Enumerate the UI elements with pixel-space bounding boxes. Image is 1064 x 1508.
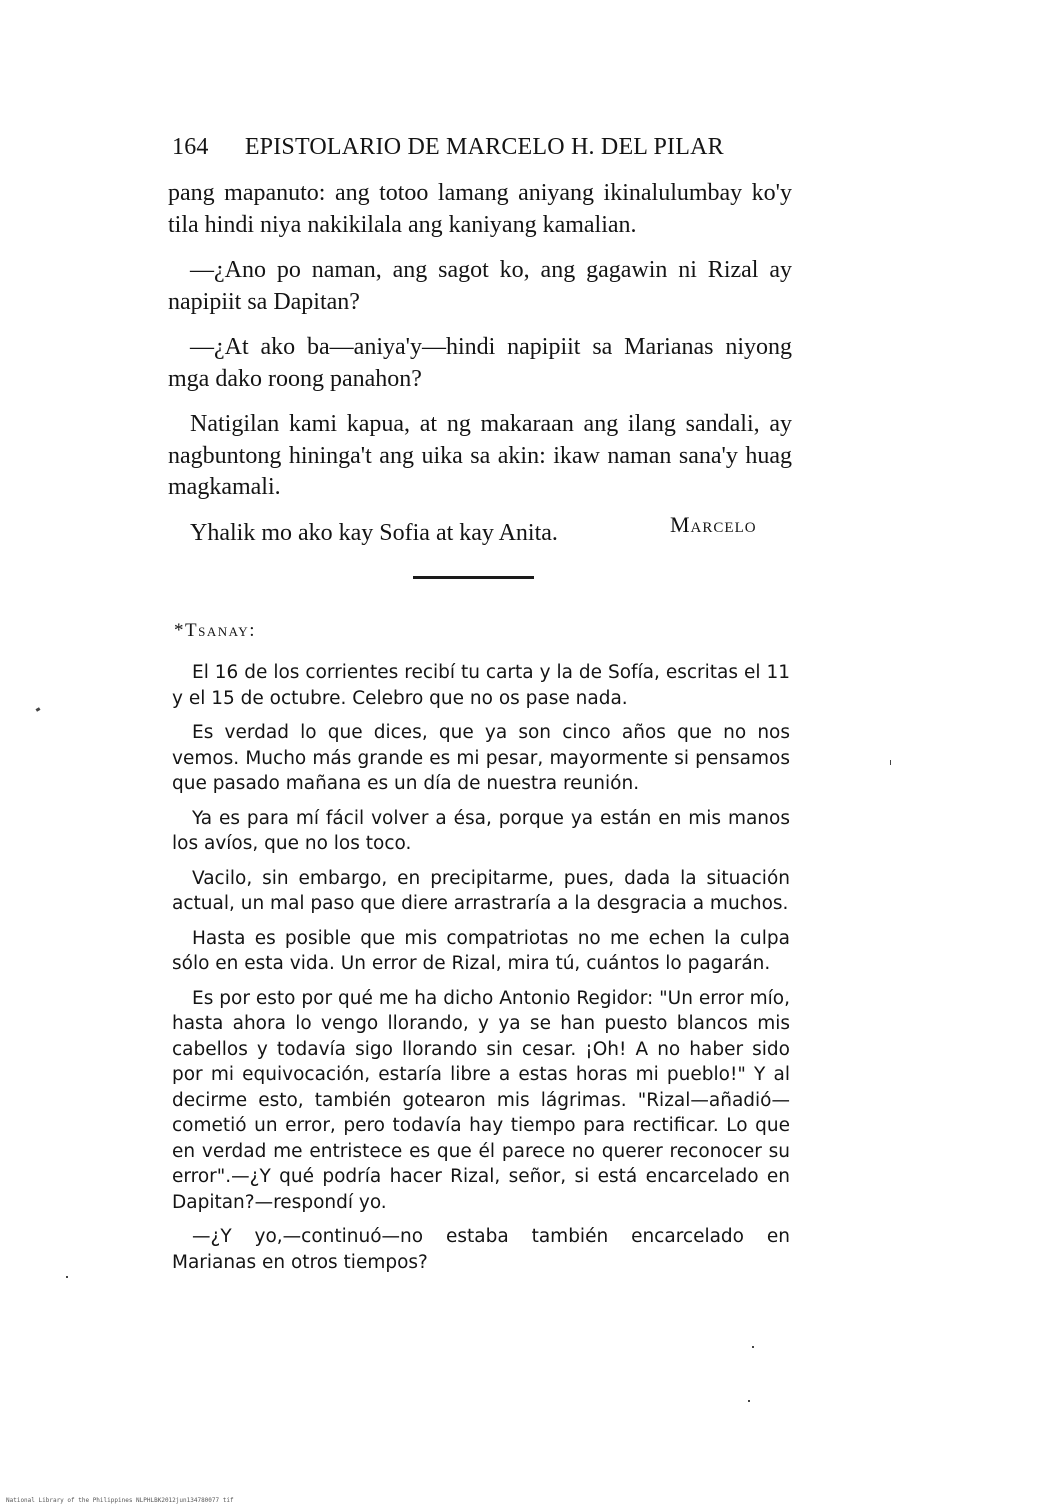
section-divider (413, 576, 534, 579)
scan-speck (748, 1400, 750, 1402)
footnote-salutation: *Tsanay: (174, 620, 256, 641)
spanish-translation-footnote (172, 660, 790, 1284)
scan-footer: National Library of the Philippines NLPHLBK2012jun134780077 tif (6, 1497, 234, 1504)
footnote-paragraph: —¿Y yo,—continuó—no estaba también encarcelado en Marianas en otros tiempos? (172, 1226, 790, 1273)
running-head (172, 134, 732, 161)
footnote-paragraph: Ya es para mí fácil volver a ésa, porque ya están en mis manos los avíos, que no los toco. (172, 807, 790, 854)
paragraph: —¿Ano po naman, ang sagot ko, ang gagawin ni Rizal ay napipiit sa Dapitan? (168, 257, 792, 315)
page-number: 164 (172, 134, 209, 160)
paragraph: Yhalik mo ako kay Sofia at kay Anita. (190, 519, 558, 546)
signature: Marcelo (670, 512, 757, 537)
footnote-paragraph: Es por esto por qué me ha dicho Antonio Regidor: "Un error mío, hasta ahora lo vengo llorando, y ya se han puesto blancos mis cabellos y todavía sigo llorando sin cesar. ¡Oh! A no haber sido por mi equivocación, estaría libre a estas horas mi pueblo!" Y al decirme esto, también gotearon mis lágrimas. "Rizal—añadió—cometió un error, pero todavía hay tiempo para rectificar. Lo que en verdad me entristece es que él parece no querer reconocer su error".—¿Y qué podría hacer Rizal, señor, si está encarcelado en Dapitan?—respondí yo. (172, 987, 790, 1213)
footnote-paragraph: Vacilo, sin embargo, en precipitarme, pues, dada la situación actual, un mal paso que diere arrastraría a la desgracia a muchos. (172, 867, 790, 914)
footnote-paragraph: Es verdad lo que dices, que ya son cinco años que no nos vemos. Mucho más grande es mi pesar, mayormente si pensamos que pasado mañana es un día de nuestra reunión. (172, 722, 790, 794)
footnote-paragraph: Hasta es posible que mis compatriotas no me echen la culpa sólo en esta vida. Un error de Rizal, mira tú, cuántos lo pagarán. (172, 927, 790, 974)
footnote-paragraph: El 16 de los corrientes recibí tu carta y la de Sofía, escritas el 11 y el 15 de octubre. Celebro que no os pase nada. (172, 662, 790, 709)
scan-speck (36, 707, 41, 712)
scan-speck (66, 1276, 68, 1278)
paragraph: Natigilan kami kapua, at ng makaraan ang ilang sandali, ay nagbuntong hininga't ang uika sa akin: ikaw naman sana'y huag magkamali. (168, 411, 792, 500)
paragraph: —¿At ako ba—aniya'y—hindi napipiit sa Marianas niyong mga dako roong panahon? (168, 334, 792, 392)
book-title: EPISTOLARIO DE MARCELO H. DEL PILAR (244, 134, 724, 160)
scan-speck (890, 760, 891, 765)
scan-speck (752, 1346, 754, 1348)
paragraph: pang mapanuto: ang totoo lamang aniyang ikinalulumbay ko'y tila hindi niya nakikilala ang kaniyang kamalian. (168, 180, 792, 238)
tagalog-letter-body (168, 178, 792, 563)
